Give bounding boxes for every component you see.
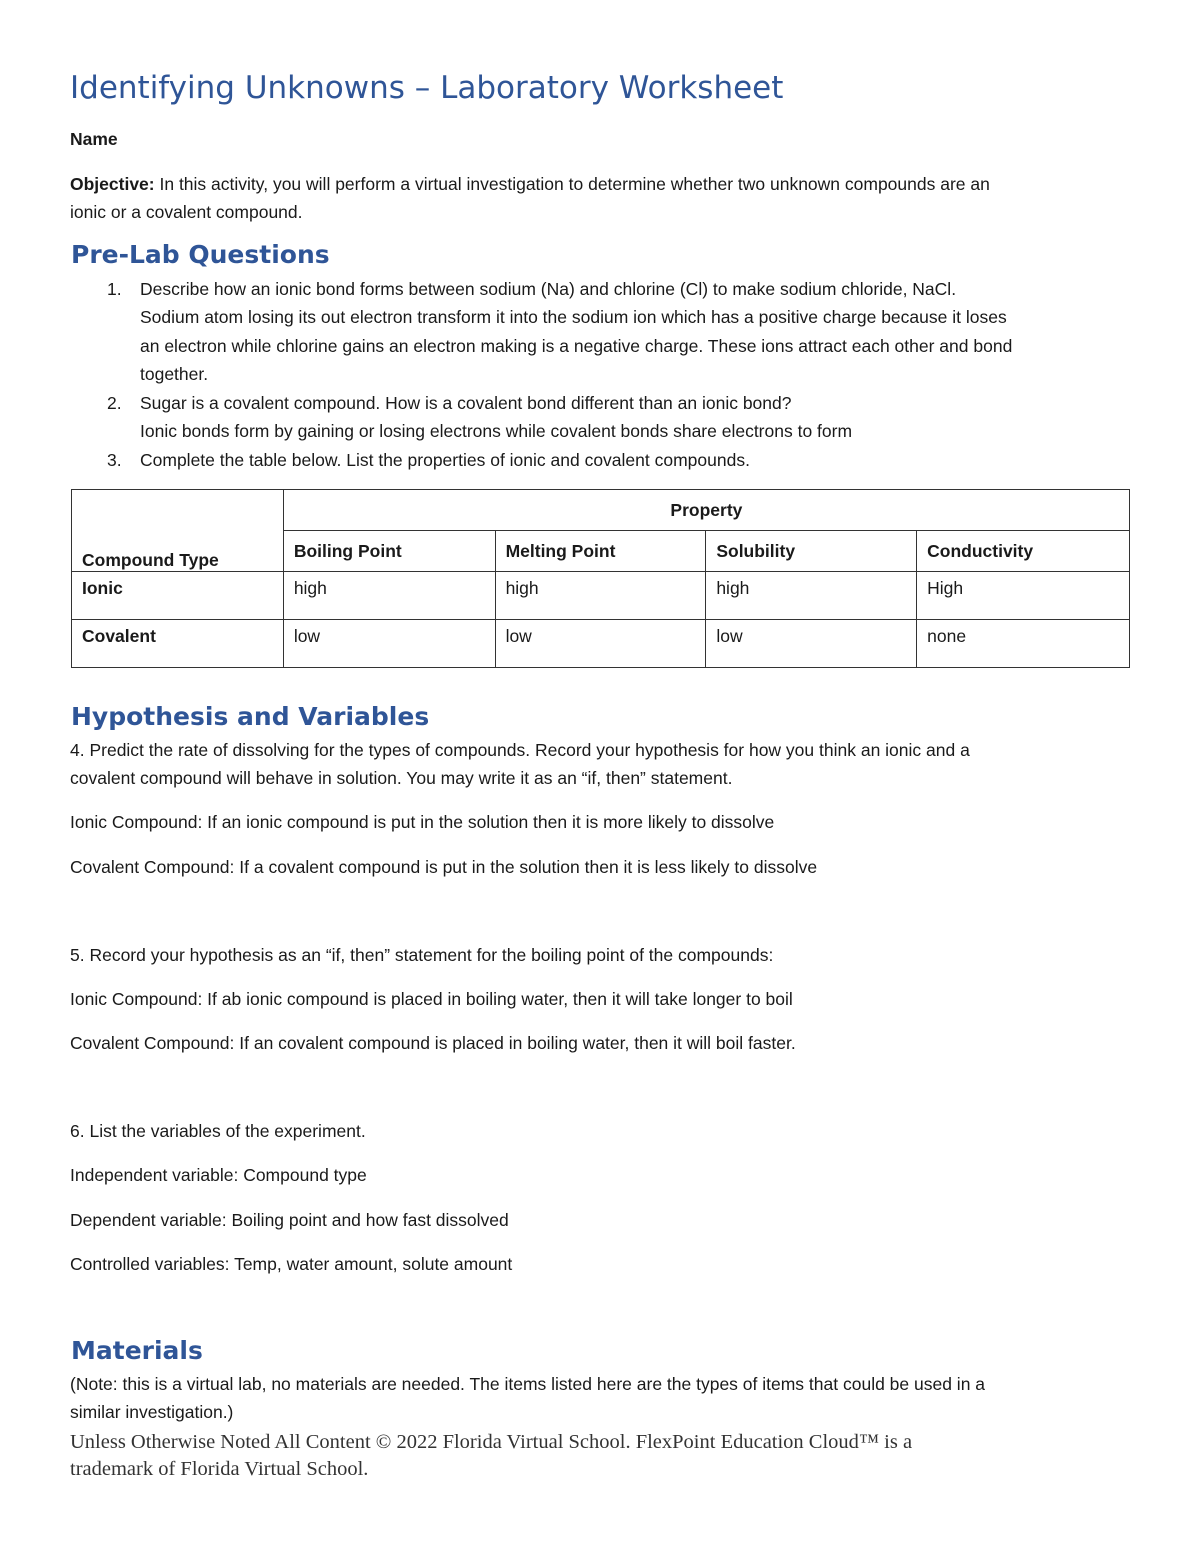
q4-covalent-answer: Covalent Compound: If a covalent compound is put in the solution then it is less likely to dissolve	[70, 857, 818, 877]
row-label-ionic: Ionic	[72, 572, 284, 620]
objective-label: Objective:	[70, 174, 155, 194]
q5-ionic-answer: Ionic Compound: If ab ionic compound is placed in boiling water, then it will take longer to boil	[70, 989, 793, 1009]
q1-number: 1.	[107, 279, 122, 299]
table-cell: none	[917, 620, 1130, 668]
properties-table	[71, 489, 1130, 668]
column-header-melting-point: Melting Point	[495, 531, 706, 572]
objective-text-line2: ionic or a covalent compound.	[70, 202, 303, 222]
controlled-variables: Controlled variables: Temp, water amount, solute amount	[70, 1254, 513, 1274]
q4-text-line2: covalent compound will behave in solution. You may write it as an “if, then” statement.	[70, 768, 733, 788]
compound-type-header: Compound Type	[72, 490, 284, 572]
q4-ionic-answer: Ionic Compound: If an ionic compound is put in the solution then it is more likely to dissolve	[70, 812, 775, 832]
table-cell: high	[706, 572, 917, 620]
hypothesis-heading: Hypothesis and Variables	[71, 702, 430, 731]
footer-line2: trademark of Florida Virtual School.	[70, 1458, 369, 1480]
column-header-boiling-point: Boiling Point	[283, 531, 495, 572]
q3-number: 3.	[107, 450, 122, 470]
q2-number: 2.	[107, 393, 122, 413]
column-header-conductivity: Conductivity	[917, 531, 1130, 572]
table-cell: low	[495, 620, 706, 668]
materials-heading: Materials	[71, 1336, 203, 1365]
dependent-variable: Dependent variable: Boiling point and how fast dissolved	[70, 1210, 509, 1230]
q4-text-line1: 4. Predict the rate of dissolving for the types of compounds. Record your hypothesis for how you think an ionic and a	[70, 740, 970, 760]
q5-covalent-answer: Covalent Compound: If an covalent compound is placed in boiling water, then it will boil faster.	[70, 1033, 796, 1053]
table-cell: low	[283, 620, 495, 668]
q2-text: Sugar is a covalent compound. How is a covalent bond different than an ionic bond?	[140, 393, 792, 413]
property-header: Property	[283, 490, 1129, 531]
q3-text: Complete the table below. List the properties of ionic and covalent compounds.	[140, 450, 750, 470]
q1-text: Describe how an ionic bond forms between sodium (Na) and chlorine (Cl) to make sodium chloride, NaCl.	[140, 279, 957, 299]
q5-text: 5. Record your hypothesis as an “if, then” statement for the boiling point of the compounds:	[70, 945, 774, 965]
table-cell: High	[917, 572, 1130, 620]
q1-answer-line1: Sodium atom losing its out electron transform it into the sodium ion which has a positive charge because it loses	[140, 307, 1007, 327]
materials-note-line2: similar investigation.)	[70, 1402, 234, 1422]
prelab-heading: Pre-Lab Questions	[71, 240, 330, 269]
objective-text-line1: In this activity, you will perform a virtual investigation to determine whether two unknown compounds are an	[154, 174, 990, 194]
independent-variable: Independent variable: Compound type	[70, 1165, 367, 1185]
q2-answer: Ionic bonds form by gaining or losing electrons while covalent bonds share electrons to form	[140, 421, 853, 441]
q1-answer-line2: an electron while chlorine gains an electron making is a negative charge. These ions attract each other and bond	[140, 336, 1013, 356]
column-header-solubility: Solubility	[706, 531, 917, 572]
table-cell: high	[495, 572, 706, 620]
table-row	[72, 620, 1130, 668]
row-label-covalent: Covalent	[72, 620, 284, 668]
table-row	[72, 572, 1130, 620]
name-label: Name	[70, 129, 118, 149]
q6-text: 6. List the variables of the experiment.	[70, 1121, 366, 1141]
q1-answer-line3: together.	[140, 364, 209, 384]
copyright-footer	[70, 1429, 1070, 1483]
footer-line1: Unless Otherwise Noted All Content © 2022 Florida Virtual School. FlexPoint Education Cloud™ is a	[70, 1431, 913, 1453]
objective	[70, 170, 990, 199]
materials-note-line1: (Note: this is a virtual lab, no materials are needed. The items listed here are the types of items that could be used in a	[70, 1374, 986, 1394]
table-cell: low	[706, 620, 917, 668]
page-title: Identifying Unknowns – Laboratory Worksheet	[70, 70, 784, 106]
table-cell: high	[283, 572, 495, 620]
